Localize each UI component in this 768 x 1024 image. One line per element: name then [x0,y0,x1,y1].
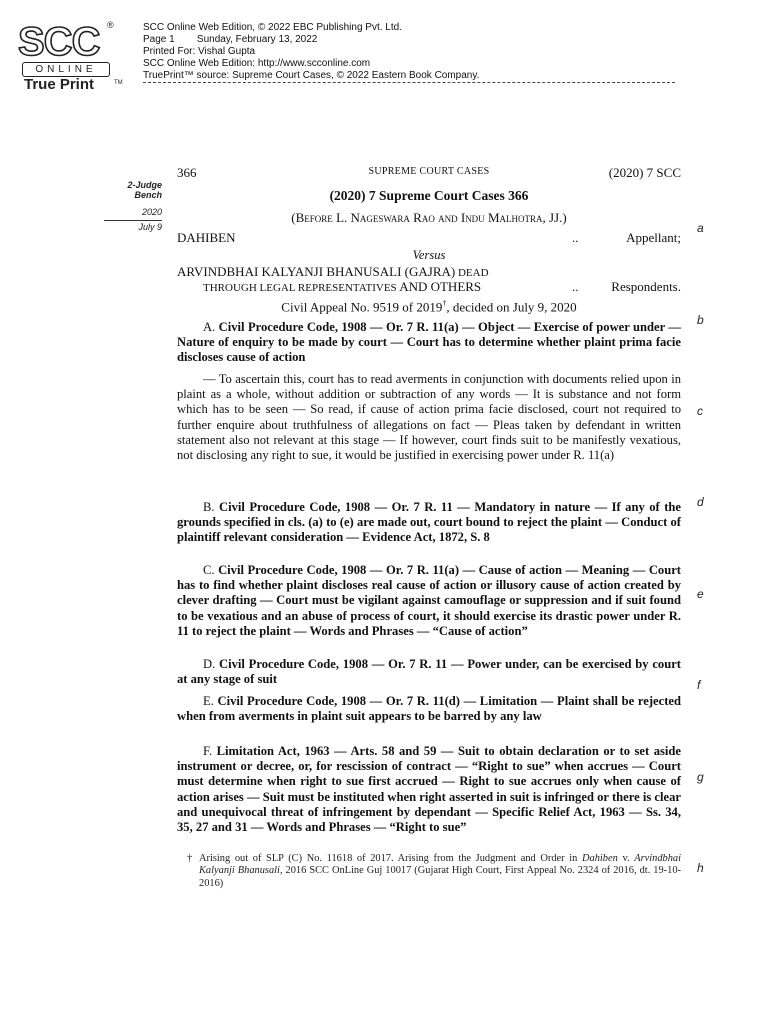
sidebar-year: 2020 [141,207,162,217]
margin-letter-f: f [697,678,701,692]
headnote-text: Civil Procedure Code, 1908 — Or. 7 R. 11(d) — Limitation — Plaint shall be rejected when from averments in plaint suit appears to be barred by any law [177,694,681,724]
sidebar-date: July 9 [104,220,162,232]
appellant-name: DAHIBEN [177,230,236,245]
header-line-page: Page 1 Sunday, February 13, 2022 [143,34,318,45]
respondent-dead: DEAD [455,267,489,279]
reporter-name: SUPREME COURT CASES [368,166,490,177]
page-number: 366 [177,165,197,180]
appellant-dots: .. [572,230,579,245]
bench-ndu: ndu [465,210,488,225]
appeal-number: Civil Appeal No. 9519 of 2019 [281,299,443,315]
appellant-line [177,230,681,246]
headnote-text: Civil Procedure Code, 1908 — Or. 7 R. 11(a) — Object — Exercise of power under — Nature of enquiry to be made by court — Court has to determine whether plaint prima facie discloses cause of action [177,320,681,365]
header-divider [143,82,675,83]
respondent-name: ARVINDBHAI KALYANJI BHANUSALI (GAJRA) [177,264,456,279]
margin-letter-d: d [697,495,704,509]
running-head [177,165,681,181]
headnote-label: B. [203,500,220,514]
headnote-d [177,657,681,687]
headnote-text: Civil Procedure Code, 1908 — Or. 7 R. 11 — Mandatory in nature — If any of the grounds specified in cls. (a) to (e) are made out, court bound to reject the plaint — Conduct of plaintiff relevant consideration — Evidence Act, 1872, S. 8 [177,500,681,545]
margin-letter-c: c [697,404,703,418]
footnote-text-1: Arising out of SLP (C) No. 11618 of 2017. Arising from the Judgment and Order in [199,853,583,864]
footnote-case-1: Dahiben [582,853,618,864]
headnote-text: Civil Procedure Code, 1908 — Or. 7 R. 11(a) — Cause of action — Meaning — Court has to find whether plaint discloses real cause of action or illusory cause of action created by clever drafting — Court must be vigilant against camouflage or suppression and if suit found to be vexatious and an abuse of process of court, it should exercise its drastic power under R. 11 to reject the plaint — Words and Phrases — “Cause of action” [177,563,681,638]
headnote-label: C. [203,563,219,577]
volume-citation: (2020) 7 SCC [608,165,681,180]
footnote-text-3: , 2016 SCC OnLine Guj 10017 (Gujarat High Court, First Appeal No. 2324 of 2016, dt. 19-10-2016) [199,865,681,889]
bench-initial: L. N [332,210,360,225]
sidebar-bench: 2-Judge Bench [127,180,162,200]
bench-r: R [413,210,422,225]
appeal-dagger: † [442,299,447,308]
appellant-role: Appellant; [626,230,681,245]
headnote-a [177,320,681,366]
bench-judge-2: alhotra, JJ.) [499,210,567,225]
header-line-source: TruePrint™ source: Supreme Court Cases, © 2022 Eastern Book Company. [143,70,480,81]
footnote-dagger: † [187,853,193,864]
logo-band: ONLINE [22,62,110,77]
bench-open: ( [291,210,296,225]
headnote-label: D. [203,657,220,671]
headnote-label: E. [203,694,218,708]
footnote-case-2: Arvindbhai Kalyanji Bhanusali [199,853,681,877]
bench-i: I [460,210,466,225]
margin-letter-b: b [697,313,704,327]
bench-ao: ao and [421,210,461,225]
headnote-text: Civil Procedure Code, 1908 — Or. 7 R. 11 — Power under, can be exercised by court at any stage of suit [177,657,681,687]
margin-letter-g: g [697,770,704,784]
headnote-f [177,744,681,835]
bench-before: efore [304,210,333,225]
headnote-e [177,694,681,724]
headnote-body: — To ascertain this, court has to read averments in conjunction with documents relied upon in plaint as a whole, without addition or subtraction of any words — It is substance and not form which has to be seen — So read, if cause of action prima facie disclosed, court not required to further enquire about truthfulness of allegations on fact — Pleas taken by defendant in written statement also not relevant at this stage — If however, court finds suit to be manifestly vexatious, not disclosing any right to sue, it would be justified in exercising power under R. 11(a) [177,372,681,463]
header-line-edition: SCC Online Web Edition, © 2022 EBC Publishing Pvt. Ltd. [143,22,402,33]
appeal-decided: , decided on July 9, 2020 [446,299,577,315]
logo-registered-mark: ® [107,20,114,30]
logo-tm: TM [114,80,123,86]
margin-letter-h: h [697,861,704,875]
logo-product: True Print [24,76,95,93]
headnote-c [177,563,681,639]
respondent-line-1 [177,264,681,280]
header-line-web: SCC Online Web Edition: http://www.scconline.com [143,58,371,69]
bench-b: B [295,210,305,225]
respondent-others: AND OTHERS [396,279,482,294]
scc-online-logo [18,20,123,93]
civil-appeal-line [177,299,681,315]
bench-m: M [487,210,500,225]
headnote-label: F. [203,744,217,758]
respondent-dots: .. [572,279,579,294]
header-line-printed-for: Printed For: Vishal Gupta [143,46,256,57]
headnote-b [177,500,681,546]
footnote [177,853,681,890]
bench-judge-1: ageswara [359,210,414,225]
respondent-role: Respondents. [611,279,681,294]
margin-letter-a: a [697,221,704,235]
headnote-a-continued [177,372,681,463]
logo-brand: SCC [18,20,100,64]
footnote-text-2: v. [617,853,635,864]
respondent-lrs: THROUGH LEGAL REPRESENTATIVES [203,282,397,294]
versus: Versus [412,248,446,262]
bench-line [177,210,681,226]
headnote-text: Limitation Act, 1963 — Arts. 58 and 59 — Suit to obtain declaration or to set aside instrument or decree, or, for rescission of contract — “Right to sue” when accrues — Court must determine when right to sue first accrued — Right to sue accrues only when cause of action arises — Suit must be instituted when right asserted in suit is infringed or there is clear and unequivocal threat of infringement by dependant — Specific Relief Act, 1963 — Ss. 34, 35, 27 and 31 — Words and Phrases — “Right to sue” [177,744,681,835]
case-citation-title: (2020) 7 Supreme Court Cases 366 [329,188,529,203]
margin-letter-e: e [697,587,704,601]
headnote-label: A. [203,320,219,334]
respondent-line-2 [177,279,681,295]
print-header [143,22,479,82]
